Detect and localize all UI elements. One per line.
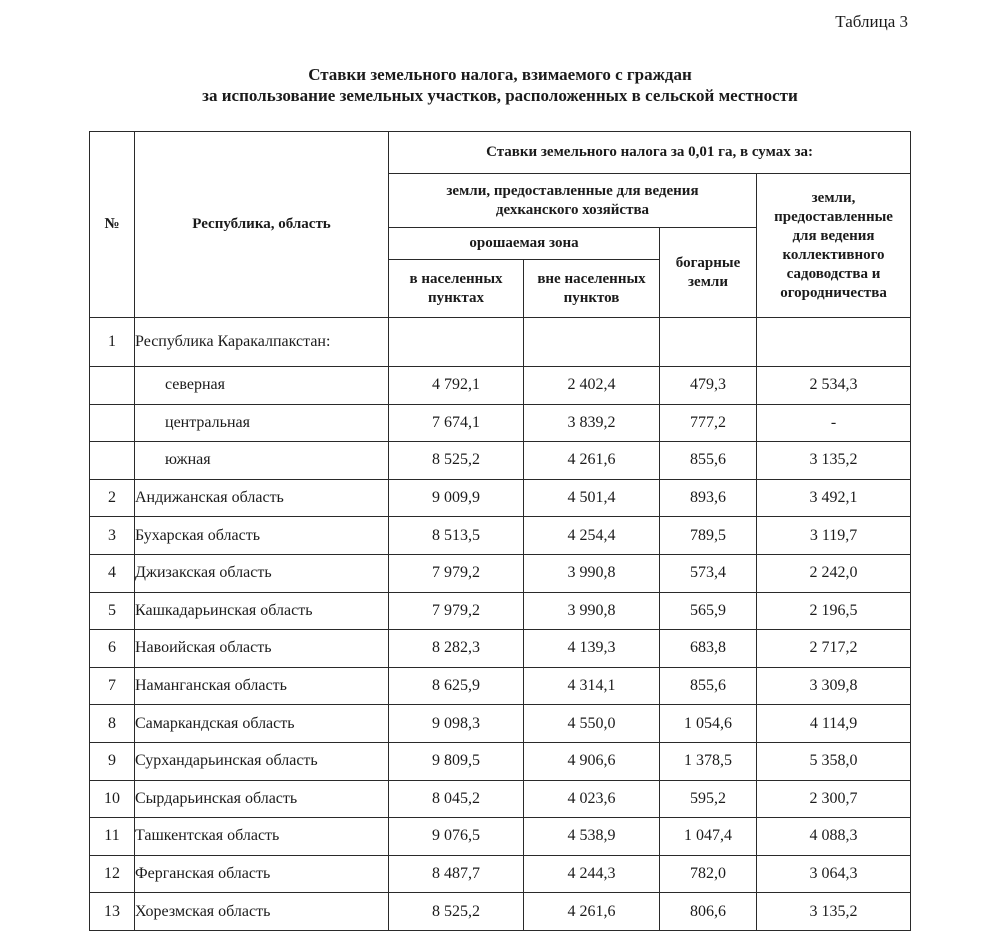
table-row	[90, 517, 911, 555]
rate-outside-settlements: 3 990,8	[524, 592, 660, 630]
region-name: Сырдарьинская область	[135, 780, 389, 818]
rate-in-settlements: 7 674,1	[389, 404, 524, 442]
rate-rainfed-land: 806,6	[660, 893, 757, 931]
rate-outside-settlements: 4 139,3	[524, 630, 660, 668]
document-title-line-2: за использование земельных участков, расположенных в сельской местности	[202, 86, 798, 105]
table-number-label: Таблица 3	[835, 12, 908, 31]
rate-rainfed-land: 595,2	[660, 780, 757, 818]
rate-in-settlements: 4 792,1	[389, 367, 524, 405]
table-row	[90, 367, 911, 405]
rate-outside-settlements: 3 990,8	[524, 554, 660, 592]
rate-outside-settlements: 4 906,6	[524, 742, 660, 780]
rate-outside-settlements: 4 023,6	[524, 780, 660, 818]
rate-rainfed-land: 777,2	[660, 404, 757, 442]
header-rainfed-land: богарные земли	[660, 228, 757, 318]
rate-collective-gardening: 3 119,7	[757, 517, 911, 555]
rate-rainfed-land: 789,5	[660, 517, 757, 555]
rate-in-settlements: 9 009,9	[389, 479, 524, 517]
row-number: 4	[90, 554, 135, 592]
row-number: 13	[90, 893, 135, 931]
rate-collective-gardening: 3 309,8	[757, 667, 911, 705]
row-number: 12	[90, 855, 135, 893]
rate-rainfed-land: 573,4	[660, 554, 757, 592]
region-name: Сурхандарьинская область	[135, 742, 389, 780]
row-number	[90, 404, 135, 442]
rate-collective-gardening: 2 717,2	[757, 630, 911, 668]
rate-rainfed-land: 479,3	[660, 367, 757, 405]
region-name: Андижанская область	[135, 479, 389, 517]
region-name: южная	[135, 442, 389, 480]
rate-rainfed-land: 683,8	[660, 630, 757, 668]
header-collective-gardening: земли, предоставленные для ведения коллективного садоводства и огородничества	[757, 174, 911, 318]
table-row	[90, 318, 911, 367]
rate-in-settlements: 9 809,5	[389, 742, 524, 780]
region-name: Ташкентская область	[135, 818, 389, 856]
rate-collective-gardening: -	[757, 404, 911, 442]
region-name: Ферганская область	[135, 855, 389, 893]
rate-outside-settlements: 4 261,6	[524, 442, 660, 480]
rate-outside-settlements: 4 538,9	[524, 818, 660, 856]
rate-in-settlements: 8 045,2	[389, 780, 524, 818]
row-number: 9	[90, 742, 135, 780]
rate-in-settlements	[389, 318, 524, 367]
rate-collective-gardening: 3 135,2	[757, 893, 911, 931]
rate-in-settlements: 7 979,2	[389, 592, 524, 630]
table-row	[90, 855, 911, 893]
header-outside-settlements: вне населенных пунктов	[524, 260, 660, 318]
rate-in-settlements: 8 625,9	[389, 667, 524, 705]
rate-outside-settlements: 4 550,0	[524, 705, 660, 743]
rate-in-settlements: 8 282,3	[389, 630, 524, 668]
region-name: Навоийская область	[135, 630, 389, 668]
header-number: №	[90, 132, 135, 318]
rate-rainfed-land: 782,0	[660, 855, 757, 893]
rate-outside-settlements: 4 314,1	[524, 667, 660, 705]
header-rates: Ставки земельного налога за 0,01 га, в сумах за:	[389, 132, 911, 174]
region-name: северная	[135, 367, 389, 405]
rate-outside-settlements: 4 254,4	[524, 517, 660, 555]
row-number: 10	[90, 780, 135, 818]
rate-in-settlements: 8 525,2	[389, 893, 524, 931]
region-name: Кашкадарьинская область	[135, 592, 389, 630]
row-number	[90, 367, 135, 405]
region-name: Самаркандская область	[135, 705, 389, 743]
rate-rainfed-land: 893,6	[660, 479, 757, 517]
table-row	[90, 630, 911, 668]
rate-in-settlements: 9 098,3	[389, 705, 524, 743]
region-name: центральная	[135, 404, 389, 442]
row-number: 7	[90, 667, 135, 705]
row-number: 11	[90, 818, 135, 856]
row-number: 1	[90, 318, 135, 367]
rate-rainfed-land: 1 378,5	[660, 742, 757, 780]
region-name: Республика Каракалпакстан:	[135, 318, 389, 367]
rate-collective-gardening: 2 196,5	[757, 592, 911, 630]
rate-rainfed-land: 565,9	[660, 592, 757, 630]
row-number: 6	[90, 630, 135, 668]
table-row	[90, 705, 911, 743]
table-row	[90, 592, 911, 630]
table-row	[90, 818, 911, 856]
table-row	[90, 554, 911, 592]
header-in-settlements: в населенных пунктах	[389, 260, 524, 318]
table-row	[90, 667, 911, 705]
rate-outside-settlements: 4 244,3	[524, 855, 660, 893]
rate-collective-gardening: 4 114,9	[757, 705, 911, 743]
table-row	[90, 442, 911, 480]
rate-collective-gardening: 2 534,3	[757, 367, 911, 405]
rate-in-settlements: 8 487,7	[389, 855, 524, 893]
rate-collective-gardening	[757, 318, 911, 367]
rate-outside-settlements: 4 501,4	[524, 479, 660, 517]
rate-outside-settlements: 2 402,4	[524, 367, 660, 405]
rate-in-settlements: 8 525,2	[389, 442, 524, 480]
rate-in-settlements: 9 076,5	[389, 818, 524, 856]
table-row	[90, 479, 911, 517]
rate-outside-settlements: 4 261,6	[524, 893, 660, 931]
document-title-line-1: Ставки земельного налога, взимаемого с граждан	[308, 65, 692, 84]
rate-collective-gardening: 5 358,0	[757, 742, 911, 780]
header-irrigated-zone: орошаемая зона	[389, 228, 660, 260]
rate-collective-gardening: 4 088,3	[757, 818, 911, 856]
rate-in-settlements: 7 979,2	[389, 554, 524, 592]
region-name: Джизакская область	[135, 554, 389, 592]
row-number: 5	[90, 592, 135, 630]
region-name: Наманганская область	[135, 667, 389, 705]
region-name: Хорезмская область	[135, 893, 389, 931]
table-row	[90, 742, 911, 780]
row-number: 3	[90, 517, 135, 555]
land-tax-rates-table	[89, 131, 911, 931]
rate-rainfed-land	[660, 318, 757, 367]
row-number	[90, 442, 135, 480]
header-dehkan-farming: земли, предоставленные для ведения дехканского хозяйства	[389, 174, 757, 228]
header-region: Республика, область	[135, 132, 389, 318]
rate-rainfed-land: 1 047,4	[660, 818, 757, 856]
row-number: 2	[90, 479, 135, 517]
table-row	[90, 780, 911, 818]
region-name: Бухарская область	[135, 517, 389, 555]
rate-outside-settlements	[524, 318, 660, 367]
rate-collective-gardening: 2 300,7	[757, 780, 911, 818]
rate-in-settlements: 8 513,5	[389, 517, 524, 555]
rate-rainfed-land: 855,6	[660, 667, 757, 705]
rate-collective-gardening: 3 135,2	[757, 442, 911, 480]
rate-collective-gardening: 3 064,3	[757, 855, 911, 893]
rate-collective-gardening: 3 492,1	[757, 479, 911, 517]
rate-outside-settlements: 3 839,2	[524, 404, 660, 442]
table-row	[90, 404, 911, 442]
table-row	[90, 893, 911, 931]
row-number: 8	[90, 705, 135, 743]
rate-rainfed-land: 1 054,6	[660, 705, 757, 743]
rate-collective-gardening: 2 242,0	[757, 554, 911, 592]
rate-rainfed-land: 855,6	[660, 442, 757, 480]
